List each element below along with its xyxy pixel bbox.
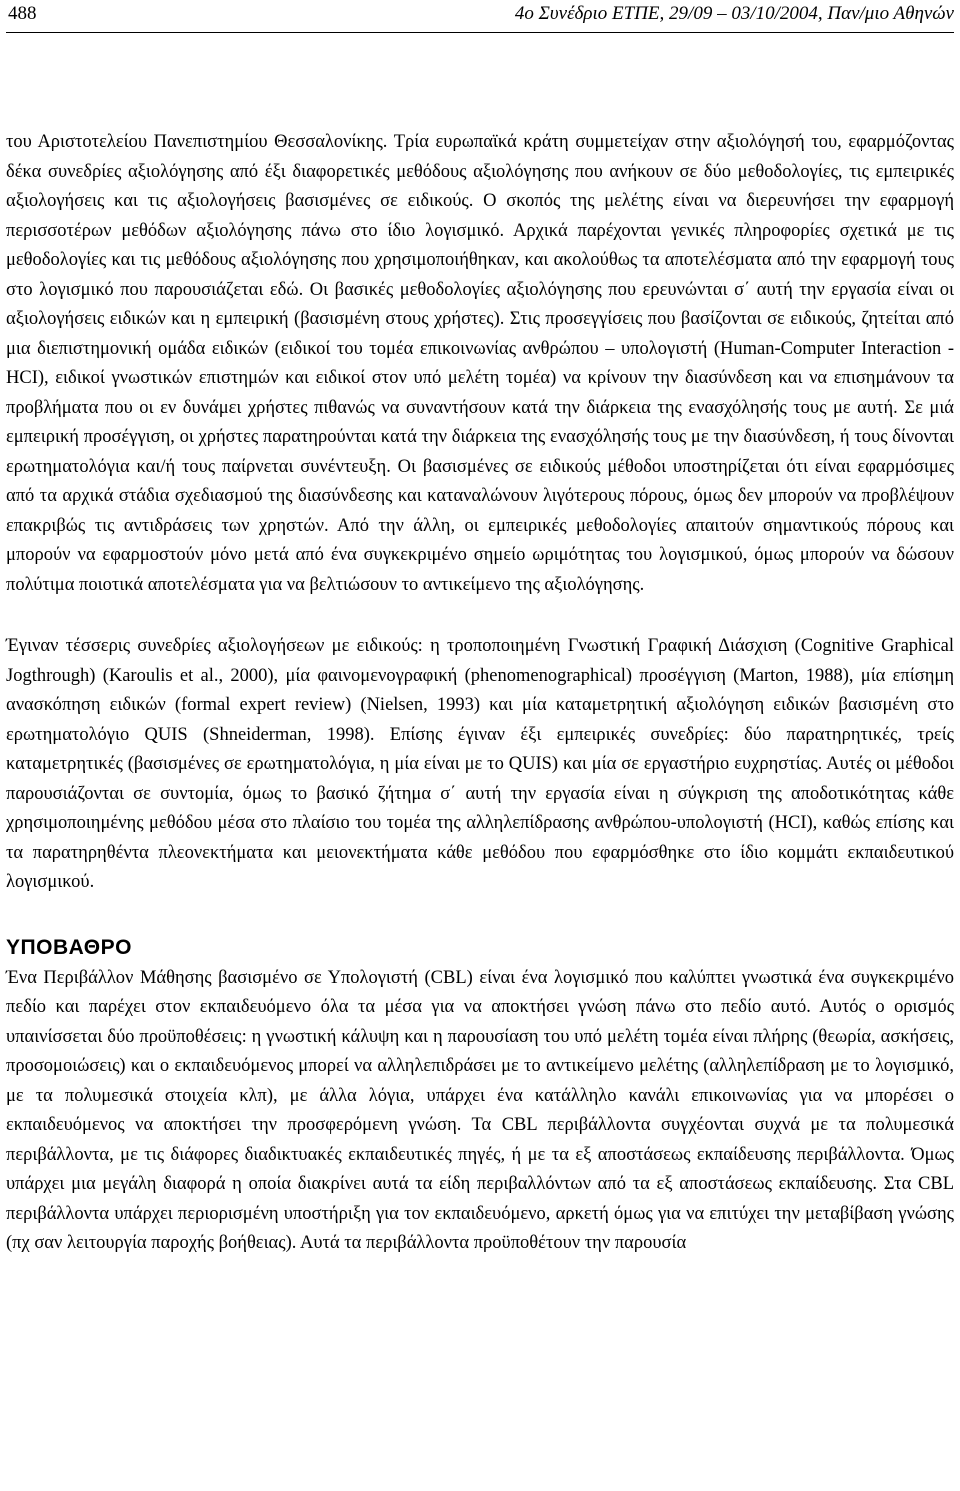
body-paragraph-2: Έγιναν τέσσερις συνεδρίες αξιολογήσεων με ειδικούς: η τροποποιημένη Γνωστική Γραφική Διάσχιση (Cognitive Graphical Jogthrough) (Karoulis et al., 2000), μία φαινομενογραφική (phenomenographical) προσέγγιση (Marton, 1988), μία επίσημη ανασκόπηση ειδικών (formal expert review) (Nielsen, 1993) και μία καταμετρητική αξιολόγηση ειδικών βασισμένη στο ερωτηματολόγιο QUIS (Shneiderman, 1998). Επίσης έγιναν έξι εμπειρικές συνεδρίες: δύο παρατηρητικές, τρείς καταμετρητικές (βασισμένες σε ερωτηματολόγια, η μία είναι με το QUIS) και μία σε εργαστήριο ευχρηστίας. Αυτές οι μέθοδοι παρουσιάζονται σε συντομία, όμως το βασικό ζήτημα σ΄ αυτή την εργασία είναι η σύγκριση της αποδοτικότητας κάθε χρησιμοποιημένης μεθόδου μέσα στο πλαίσιο του τομέα της αλληλεπίδρασης ανθρώπου-υπολογιστή (HCI), καθώς επίσης και τα παρατηρηθέντα πλεονεκτήματα και μειονεκτήματα κάθε μεθόδου που εφαρμόσθηκε στο ίδιο κομμάτι εκπαιδευτικού λογισμικού. xyxy=(6,636,954,892)
section-heading: ΥΠΟΒΑΘΡΟ xyxy=(6,935,132,959)
page-header xyxy=(6,0,954,43)
body-paragraph-3: Ένα Περιβάλλον Μάθησης βασισμένο σε Υπολογιστή (CBL) είναι ένα λογισμικό που καλύπτει γνωστικά ένα συγκεκριμένο πεδίο και παρέχει στον εκπαιδευόμενο όλα τα μέσα για να αποκτήσει γνώση πάνω στο πεδίο αυτό. Αυτός ο ορισμός υπαινίσσεται δύο προϋποθέσεις: η γνωστική κάλυψη και η παρουσίαση του υπό μελέτη τομέα είναι πλήρης (θεωρία, ασκήσεις, προσομοιώσεις) και ο εκπαιδευόμενος μπορεί να αλληλεπιδράσει με το αντικείμενο μελέτης (αλληλεπίδραση με το λογισμικό, με τα πολυμεσικά στοιχεία κλπ), με άλλα λόγια, υπάρχει ένα κατάλληλο κανάλι επικοινωνίας για να μπορέσει ο εκπαιδευόμενος να αποκτήσει την προσφερόμενη γνώση. Τα CBL περιβάλλοντα συγχέονται συχνά με τα πολυμεσικά περιβάλλοντα, με τις διάφορες διαδικτυακές εκπαιδευτικές πηγές, ή με τα εξ αποστάσεως εκπαίδευσης περιβάλλοντα. Όμως υπάρχει μια μεγάλη διαφορά η οποία διακρίνει αυτά τα είδη περιβαλλόντων από τα εξ αποστάσεως εκπαίδευσης. Στα CBL περιβάλλοντα υπάρχει περιορισμένη υποστήριξη για τον εκπαιδευόμενο, αρκετή όμως για να επιτύχει την μεταβίβαση γνώσης (πχ σαν λειτουργία παροχής βοήθειας). Αυτά τα περιβάλλοντα προϋποθέτουν την παρουσία xyxy=(6,967,954,1253)
page-number: 488 xyxy=(8,3,37,24)
running-title: 4ο Συνέδριο ΕΤΠΕ, 29/09 – 03/10/2004, Παν/μιο Αθηνών xyxy=(514,3,954,24)
document-page xyxy=(6,0,954,1253)
page-body xyxy=(6,128,954,1259)
header-rule xyxy=(6,32,954,33)
body-paragraph-1: του Αριστοτελείου Πανεπιστημίου Θεσσαλονίκης. Τρία ευρωπαϊκά κράτη συμμετείχαν στην αξιολόγησή του, εφαρμόζοντας δέκα συνεδρίες αξιολόγησης από έξι διαφορετικές μεθόδους αξιολόγησης που ανήκουν σε δύο μεθοδολογίες, τις εμπειρικές αξιολογήσεις και τις αξιολογήσεις βασισμένες σε ειδικούς. Ο σκοπός της μελέτης είναι να διερευνήσει την εφαρμογή περισσοτέρων μεθόδων αξιολόγησης πάνω στο ίδιο λογισμικό. Αρχικά παρέχονται γενικές πληροφορίες σχετικά με τις μεθοδολογίες και τις μεθόδους αξιολόγησης που χρησιμοποιήθηκαν, και ακολούθως τα αποτελέσματα από την εφαρμογή τους στο λογισμικό που παρουσιάζεται εδώ. Οι βασικές μεθοδολογίες αξιολόγησης που ερευνώνται σ΄ αυτή την εργασία είναι οι αξιολογήσεις ειδικών και η εμπειρική (βασισμένη στους χρήστες). Στις προσεγγίσεις που βασίζονται σε ειδικούς, ζητείται από μια διεπιστημονική ομάδα ειδικών (ειδικοί του τομέα επικοινωνίας ανθρώπου – υπολογιστή (Human-Computer Interaction - HCI), ειδικοί γνωστικών επιστημών και ειδικοί στον υπό μελέτη τομέα) να κρίνουν την διασύνδεση και να επισημάνουν τα προβλήματα που οι εν δυνάμει χρήστες πιθανώς να συναντήσουν κατά την διάρκεια της ενασχόλησής τους με αυτή. Σε μιά εμπειρική προσέγγιση, οι χρήστες παρατηρούνται κατά την διάρκεια της ενασχόλησής τους με την διασύνδεση, ή τους δίνονται ερωτηματολόγια και/ή τους παίρνεται συνέντευξη. Οι βασισμένες σε ειδικούς μέθοδοι υποστηρίζεται ότι είναι εφαρμόσιμες από τα αρχικά στάδια σχεδιασμού της διασύνδεσης και καταναλώνουν λιγότερους πόρους, όμως δεν μπορούν να προβλέψουν επακριβώς τις αντιδράσεις των χρηστών. Από την άλλη, οι εμπειρικές μεθοδολογίες απαιτούν σημαντικούς πόρους και μπορούν να εφαρμοστούν μόνο μετά από ένα συγκεκριμένο σημείο ωριμότητας του λογισμικού, όμως μπορούν να δώσουν πολύτιμα ποιοτικά αποτελέσματα για να βελτιώσουν το αντικείμενο της αξιολόγησης. xyxy=(6,132,954,595)
